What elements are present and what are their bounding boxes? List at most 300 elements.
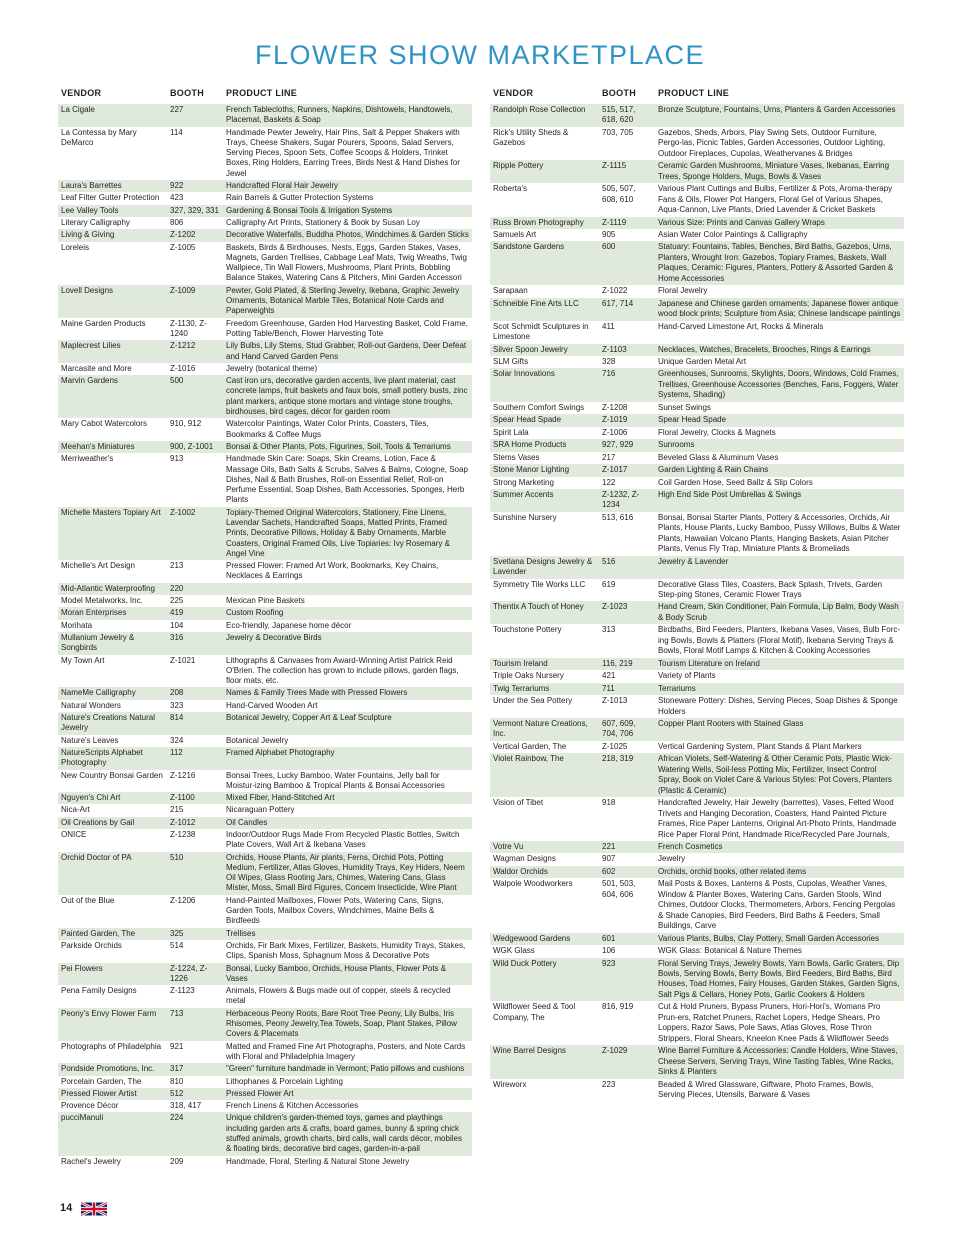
vendor-rows-right: [490, 104, 904, 1102]
vendor-row: [58, 127, 472, 180]
vendor-name: Literary Calligraphy: [58, 217, 167, 229]
product-line: Pressed Flower: Framed Art Work, Bookmarks, Key Chains, Necklaces & Earrings: [223, 560, 472, 583]
vendor-name: My Town Art: [58, 655, 167, 688]
vendor-name: Leaf Filter Gutter Protection: [58, 192, 167, 204]
vendor-row: [490, 718, 904, 741]
product-line: WGK Glass: Botanical & Nature Themes: [655, 945, 904, 957]
vendor-name: Mary Cabot Watercolors: [58, 418, 167, 441]
vendor-row: [58, 192, 472, 204]
vendor-name: Summer Accents: [490, 489, 599, 512]
vendor-row: [490, 439, 904, 451]
booth-number: 227: [167, 104, 223, 127]
vendor-row: [490, 556, 904, 579]
vendor-name: Vision of Tibet: [490, 797, 599, 841]
product-column-header: PRODUCT LINE: [223, 86, 472, 104]
product-line: Nicaraguan Pottery: [223, 804, 472, 816]
product-line: Wine Barrel Furniture & Accessories: Candle Holders, Wine Staves, Cheese Servers, Serving Trays, Wine Tasting Tables, Wine Racks, Sinks & Planters: [655, 1045, 904, 1078]
vendor-row: [58, 817, 472, 829]
vendor-name: Spear Head Spade: [490, 414, 599, 426]
product-line: Names & Family Trees Made with Pressed Flowers: [223, 687, 472, 699]
product-line: Handmade Skin Care: Soaps, Skin Creams, Lotion, Face & Massage Oils, Bath Salts & Scrubs, Salves & Balms, Cologne, Soap Dishes, Nail & Bath Brushes, Roll-on Essential Relief, Roll-on Perfume Essential, Soap Dishes, Bath Accessories, Sponges, Herb Plants: [223, 453, 472, 506]
vendor-name: Southern Comfort Swings: [490, 402, 599, 414]
vendor-name: Pei Flowers: [58, 963, 167, 986]
product-line: Eco-friendly, Japanese home décor: [223, 620, 472, 632]
product-line: Trellises: [223, 928, 472, 940]
vendor-name: Sandstone Gardens: [490, 241, 599, 285]
vendor-name: Walpole Woodworkers: [490, 878, 599, 932]
product-line: Asian Water Color Paintings & Calligraphy: [655, 229, 904, 241]
booth-number: 215: [167, 804, 223, 816]
vendor-name: Living & Giving: [58, 229, 167, 241]
product-line: French Linens & Kitchen Accessories: [223, 1100, 472, 1112]
product-line: Decorative Glass Tiles, Coasters, Back Splash, Trivets, Garden Step-ping Stones, Ceramic Flower Trays: [655, 579, 904, 602]
product-line: Decorative Waterfalls, Buddha Photos, Windchimes & Garden Sticks: [223, 229, 472, 241]
vendor-name: SLM Gifts: [490, 356, 599, 368]
vendor-name: New Country Bonsai Garden: [58, 770, 167, 793]
booth-number: Z-1002: [167, 507, 223, 560]
product-line: Spear Head Spade: [655, 414, 904, 426]
vendor-row: [58, 1063, 472, 1075]
vendor-row: [490, 414, 904, 426]
vendor-row: [490, 601, 904, 624]
booth-number: 713: [167, 1008, 223, 1041]
vendor-row: [58, 560, 472, 583]
product-line: Handcrafted Floral Hair Jewelry: [223, 180, 472, 192]
product-line: Orchids, House Plants, Air plants, Ferns, Orchid Pots, Potting Medium, Fertilizer, Atlas Gloves, Humidity Trays, Key Hiders, Neem Oil Wipes, Glass Rooting Jars, Chimes, Watering Cans, Glass Mister, Moss, Small Bird Figures, Concern Insecticide, Wire Plant: [223, 852, 472, 895]
product-line: Animals, Flowers & Bugs made out of copper, steels & recycled metal: [223, 985, 472, 1008]
booth-number: 225: [167, 595, 223, 607]
product-line: Cut & Hold Pruners, Bypass Pruners, Hori-Hori's, Womans Pro Prun-ers, Ratchet Pruners, Rachet Lopers, Hedge Shears, Pro Loppers, Razor Saws, Pole Saws, Atlas Gloves, Rose Thron Strippers, Floral Shears, Kneelon Knee Pads & Wildflower Seeds: [655, 1001, 904, 1045]
product-line: Hand-Painted Mailboxes, Flower Pots, Watering Cans, Signs, Garden Tools, Mailbox Covers, Windchimes, Maine Bells & Birdfeeds: [223, 895, 472, 928]
product-line: Stoneware Pottery: Dishes, Serving Pieces, Soap Dishes & Sponge Holders: [655, 695, 904, 718]
product-line: Bronze Sculpture, Fountains, Urns, Planters & Garden Accessories: [655, 104, 904, 127]
vendor-row: [490, 477, 904, 489]
product-line: Unique children's garden-themed toys, games and playthings including garden arts & crafts, board games, bunny & spring chick stuffed animals, growth charts, bird calls, wall cards décor, mobiles & floating birds, decorative bird cages, garden-in-a-pail: [223, 1112, 472, 1155]
vendor-name: NameMe Calligraphy: [58, 687, 167, 699]
product-line: Mexican Pine Baskets: [223, 595, 472, 607]
vendor-row: [490, 344, 904, 356]
product-line: Lithophanes & Porcelain Lighting: [223, 1076, 472, 1088]
vendor-row: [490, 321, 904, 344]
vendor-table-left: [58, 86, 472, 1168]
booth-number: Z-1224, Z-1226: [167, 963, 223, 986]
product-line: "Green" furniture handmade in Vermont; Patio pillows and cushions: [223, 1063, 472, 1075]
vendor-row: [490, 1045, 904, 1078]
vendor-row: [490, 624, 904, 657]
vendor-row: [490, 298, 904, 321]
booth-number: 208: [167, 687, 223, 699]
booth-number: Z-1005: [167, 242, 223, 285]
vendor-row: [490, 683, 904, 695]
booth-number: 218, 319: [599, 753, 655, 797]
vendor-name: Waldor Orchids: [490, 866, 599, 878]
booth-number: 325: [167, 928, 223, 940]
vendor-name: Model Metalworks, Inc.: [58, 595, 167, 607]
vendor-name: Painted Garden, The: [58, 928, 167, 940]
vendor-row: [490, 356, 904, 368]
vendor-name: Twig Terrariums: [490, 683, 599, 695]
product-line: Handcrafted Jewelry, Hair Jewelry (barrettes), Vases, Felted Wood Trivets and Hanging Decoration, Coasters, Hand Painted Picture Frames, Rice Paper Lanterns, Original Art-Photo Prints, Handmade Rice Paper Floral Print, Handmade Rice/Recycled Pare Journals,: [655, 797, 904, 841]
product-line: Various Plant Cuttings and Bulbs, Fertilizer & Pots, Aroma-therapy Fans & Oils, Flower Pot Hangers, Floral Gel of Various Shapes, Aqua-Cannon, Live Plants, Dried Lavender & Cricket Baskets: [655, 183, 904, 216]
vendor-name: Randolph Rose Collection: [490, 104, 599, 127]
vendor-row: [490, 878, 904, 932]
booth-number: Z-1006: [599, 427, 655, 439]
booth-number: 617, 714: [599, 298, 655, 321]
booth-number: Z-1013: [599, 695, 655, 718]
product-line: Cast iron urs, decorative garden accents, live plant material, cast concrete lamps, fruit baskets and faux bois, small pottery busts, zinc plant markers, antique stone mortars and vintage stone troughs, birdhouses, bird cages, décor for garden room: [223, 375, 472, 418]
product-line: Rain Barrels & Gutter Protection Systems: [223, 192, 472, 204]
booth-number: 327, 329, 331: [167, 205, 223, 217]
vendor-name: Morihata: [58, 620, 167, 632]
vendor-name: Silver Spoon Jewelry: [490, 344, 599, 356]
product-line: Variety of Plants: [655, 670, 904, 682]
booth-number: Z-1019: [599, 414, 655, 426]
booth-number: 601: [599, 933, 655, 945]
vendor-row: [490, 741, 904, 753]
vendor-name: Mid-Atlantic Waterproofing: [58, 583, 167, 595]
product-line: Lithographs & Canvases from Award-Winning Artist Patrick Reid O'Brien. The collection has grown to include pillows, garden flags, floor mats, etc.: [223, 655, 472, 688]
booth-number: 816, 919: [599, 1001, 655, 1045]
booth-number: 619: [599, 579, 655, 602]
booth-number: 921: [167, 1041, 223, 1064]
vendor-name: Nica-Art: [58, 804, 167, 816]
booth-number: Z-1021: [167, 655, 223, 688]
vendor-row: [490, 753, 904, 797]
product-line: Bonsai Trees, Lucky Bamboo, Water Fountains, Jelly ball for Moistur-izing Bamboo & Tropical Plants & Bonsai Accessories: [223, 770, 472, 793]
vendor-name: Triple Oaks Nursery: [490, 670, 599, 682]
booth-number: 104: [167, 620, 223, 632]
booth-number: 910, 912: [167, 418, 223, 441]
product-line: Hand Cream, Skin Conditioner, Pain Formula, Lip Balm, Body Wash & Body Scrub: [655, 601, 904, 624]
booth-number: 423: [167, 192, 223, 204]
product-line: Gardening & Bonsai Tools & Irrigation Systems: [223, 205, 472, 217]
vendor-row: [490, 402, 904, 414]
booth-number: Z-1208: [599, 402, 655, 414]
booth-number: 516: [599, 556, 655, 579]
booth-column-header: BOOTH: [599, 86, 655, 104]
vendor-name: Laura's Barrettes: [58, 180, 167, 192]
vendor-name: Symmetry Tile Works LLC: [490, 579, 599, 602]
vendor-row: [58, 770, 472, 793]
vendor-name: Maplecrest Lilies: [58, 340, 167, 363]
product-line: Oil Candles: [223, 817, 472, 829]
booth-number: 106: [599, 945, 655, 957]
booth-number: 213: [167, 560, 223, 583]
booth-column-header: BOOTH: [167, 86, 223, 104]
product-line: Various Plants, Bulbs, Clay Pottery, Small Garden Accessories: [655, 933, 904, 945]
vendor-row: [58, 940, 472, 963]
booth-number: 515, 517, 618, 620: [599, 104, 655, 127]
vendor-name: Schneible Fine Arts LLC: [490, 298, 599, 321]
product-line: Ceramic Garden Mushrooms, Miniature Vases, Ikebanas, Earring Trees, Sponge Holders, Mugs, Bowls & Vases: [655, 160, 904, 183]
vendor-row: [490, 866, 904, 878]
vendor-name: Orchid Doctor of PA: [58, 852, 167, 895]
vendor-row: [58, 607, 472, 619]
product-line: Pressed Flower Art: [223, 1088, 472, 1100]
vendor-name: NatureScripts Alphabet Photography: [58, 747, 167, 770]
product-line: Japanese and Chinese garden ornaments; Japanese flower antique wood block prints; Sculpture from Asia; Chinese landscape paintings: [655, 298, 904, 321]
vendor-row: [58, 1008, 472, 1041]
vendor-name: Sunshine Nursery: [490, 512, 599, 556]
vendor-row: [490, 1079, 904, 1102]
booth-number: 316: [167, 632, 223, 655]
vendor-row: [58, 792, 472, 804]
vendor-row: [490, 670, 904, 682]
vendor-name: Natural Wonders: [58, 700, 167, 712]
booth-number: Z-1123: [167, 985, 223, 1008]
vendor-name: Nature's Creations Natural Jewelry: [58, 712, 167, 735]
vendor-row: [490, 285, 904, 297]
product-line: Copper Plant Rooters with Stained Glass: [655, 718, 904, 741]
product-line: Bonsai & Other Plants, Pots, Figurines, Soil, Tools & Terrariums: [223, 441, 472, 453]
product-line: Topiary-Themed Original Watercolors, Stationery, Fine Linens, Lavendar Sachets, Handcrafted Soaps, Matted Prints, Framed Prints, Decorative Pillows, Holiday & Baby Ornaments, Marble Coasters, Original Framed Oils, Live Topiaries: Ivy Rosemary & Angel Vine: [223, 507, 472, 560]
product-line: Lily Bulbs, Lily Stems, Stud Grabber, Roll-out Gardens, Deer Defeat and Hand Carved Garden Pens: [223, 340, 472, 363]
vendor-row: [58, 205, 472, 217]
vendor-row: [58, 242, 472, 285]
vendor-row: [58, 453, 472, 506]
booth-number: Z-1009: [167, 285, 223, 318]
booth-number: 810: [167, 1076, 223, 1088]
vendor-row: [490, 933, 904, 945]
vendor-name: Wireworx: [490, 1079, 599, 1102]
page-number: 14: [60, 1202, 73, 1214]
booth-number: Z-1232, Z-1234: [599, 489, 655, 512]
product-line: African Violets, Self-Watering & Other Ceramic Pots, Plastic Wick-Watering Wells, Soil-less Potting Mix, Fertilizer, Insect Control Spray, Book on Violet Care & Various Styles: Pot Covers, Planters (Plastic & Ceramic): [655, 753, 904, 797]
booth-number: 209: [167, 1156, 223, 1168]
product-line: Jewelry (botanical theme): [223, 363, 472, 375]
vendor-rows-left: [58, 104, 472, 1168]
product-line: Terrariums: [655, 683, 904, 695]
booth-number: Z-1216: [167, 770, 223, 793]
vendor-name: Stone Manor Lighting: [490, 464, 599, 476]
vendor-row: [58, 655, 472, 688]
vendor-name: Loreleis: [58, 242, 167, 285]
booth-number: 324: [167, 735, 223, 747]
vendor-row: [490, 658, 904, 670]
product-line: Herbaceous Peony Roots, Bare Root Tree Peony, Lily Bulbs, Iris Rhisomes, Peony Jewelry,Tea Towels, Soap, Plant Stakes, Pillow Covers & Placemats: [223, 1008, 472, 1041]
vendor-row: [490, 797, 904, 841]
vendor-row: [490, 127, 904, 160]
product-line: Handmade Pewter Jewelry, Hair Pins, Salt & Pepper Shakers with Trays, Cheese Shakers, Sugar Pourers, Spoons, Salad Servers, Serving Pieces, Spoon Sets, Coffee Scoops & Holders, Trinket Boxes, Ring Holders, Earring Trees, Birds Nest & Hand Dishes for Jewel: [223, 127, 472, 180]
booth-number: Z-1206: [167, 895, 223, 928]
vendor-name: Mullanium Jewelry & Songbirds: [58, 632, 167, 655]
vendor-name: Vertical Garden, The: [490, 741, 599, 753]
vendor-name: Svetlana Designs Jewelry & Lavender: [490, 556, 599, 579]
booth-number: 711: [599, 683, 655, 695]
vendor-name: Solar Innovations: [490, 368, 599, 401]
booth-number: 220: [167, 583, 223, 595]
vendor-row: [58, 632, 472, 655]
product-line: Jewelry & Decorative Birds: [223, 632, 472, 655]
product-column-header: PRODUCT LINE: [655, 86, 904, 104]
vendor-row: [490, 452, 904, 464]
product-line: [223, 583, 472, 595]
uk-flag-icon: [81, 1202, 107, 1216]
vendor-row: [58, 1041, 472, 1064]
vendor-name: Ripple Pottery: [490, 160, 599, 183]
booth-number: Z-1119: [599, 217, 655, 229]
product-line: Indoor/Outdoor Rugs Made From Recycled Plastic Bottles, Switch Plate Covers, Wall Art & Ikebana Vases: [223, 829, 472, 852]
vendor-row: [58, 895, 472, 928]
booth-number: Z-1115: [599, 160, 655, 183]
vendor-name: Scot Schmidt Sculptures in Limestone: [490, 321, 599, 344]
booth-number: Z-1012: [167, 817, 223, 829]
product-line: Statuary: Fountains, Tables, Benches, Bird Baths, Gazebos, Urns, Planters, Wrought Iron: Gazebos, Topiary Frames, Baskets, Wall Plaques, Ceramic: Figures, Planters, Pottery & Assorted Garden & Home Accessories: [655, 241, 904, 285]
booth-number: 716: [599, 368, 655, 401]
vendor-name: Samuels Art: [490, 229, 599, 241]
vendor-row: [58, 928, 472, 940]
vendor-row: [58, 829, 472, 852]
product-line: Floral Jewelry: [655, 285, 904, 297]
booth-number: 116, 219: [599, 658, 655, 670]
product-line: Beaded & Wired Glassware, Giftware, Photo Frames, Bowls, Serving Pieces, Utensils, Barware & Vases: [655, 1079, 904, 1102]
vendor-row: [58, 712, 472, 735]
booth-number: 905: [599, 229, 655, 241]
product-line: Calligraphy Art Prints, Stationery & Book by Susan Loy: [223, 217, 472, 229]
vendor-name: Porcelain Garden, The: [58, 1076, 167, 1088]
product-line: Sunrooms: [655, 439, 904, 451]
vendor-name: Out of the Blue: [58, 895, 167, 928]
vendor-row: [490, 217, 904, 229]
vendor-row: [58, 985, 472, 1008]
vendor-table-right: [490, 86, 904, 1101]
booth-number: Z-1022: [599, 285, 655, 297]
product-line: Mixed Fiber, Hand-Stitched Art: [223, 792, 472, 804]
vendor-row: [490, 160, 904, 183]
product-line: Various Size: Prints and Canvas Gallery Wraps: [655, 217, 904, 229]
booth-number: 602: [599, 866, 655, 878]
vendor-name: Photographs of Philadelphia: [58, 1041, 167, 1064]
booth-number: 513, 616: [599, 512, 655, 556]
vendor-row: [58, 104, 472, 127]
product-line: High End Side Post Umbrellas & Swings: [655, 489, 904, 512]
booth-number: 313: [599, 624, 655, 657]
product-line: Garden Lighting & Rain Chains: [655, 464, 904, 476]
vendor-row: [58, 285, 472, 318]
booth-number: 918: [599, 797, 655, 841]
product-line: Tourism Literature on Ireland: [655, 658, 904, 670]
vendor-name: Merriweather's: [58, 453, 167, 506]
vendor-row: [58, 441, 472, 453]
booth-number: 112: [167, 747, 223, 770]
vendor-row: [490, 1001, 904, 1045]
vendor-row: [490, 241, 904, 285]
product-line: Matted and Framed Fine Art Photographs, Posters, and Note Cards with Floral and Philadelphia Imagery: [223, 1041, 472, 1064]
product-line: Gazebos, Sheds, Arbors, Play Swing Sets, Outdoor Furniture, Pergo-las, Picnic Tables, Garden Accessories, Outdoor Lighting, Outdoor Fireplaces, Cupolas, Weathervanes & Bridges: [655, 127, 904, 160]
booth-number: 814: [167, 712, 223, 735]
vendor-row: [58, 963, 472, 986]
vendor-name: Rick's Utility Sheds & Gazebos: [490, 127, 599, 160]
vendor-name: Provence Décor: [58, 1100, 167, 1112]
booth-number: 122: [599, 477, 655, 489]
vendor-row: [58, 375, 472, 418]
vendor-row: [58, 595, 472, 607]
product-line: Baskets, Birds & Birdhouses, Nests, Eggs, Garden Stakes, Vases, Magnets, Garden Trellises, Cabbage Leaf Mats, Twig Wreaths, Twig Wallpiece, Tin Wall Flowers, Mushrooms, Plant Prints, Bobbling Balance Stakes, Watering Cans & Pitchers, Mini Garden Accessori: [223, 242, 472, 285]
product-line: Orchids, orchid books, other related items: [655, 866, 904, 878]
booth-number: 600: [599, 241, 655, 285]
vendor-name: Maine Garden Products: [58, 318, 167, 341]
vendor-name: Under the Sea Pottery: [490, 695, 599, 718]
vendor-row: [58, 747, 472, 770]
vendor-row: [58, 852, 472, 895]
booth-number: 500: [167, 375, 223, 418]
product-line: Sunset Swings: [655, 402, 904, 414]
vendor-row: [58, 735, 472, 747]
booth-number: Z-1025: [599, 741, 655, 753]
vendor-name: Vermont Nature Creations, Inc.: [490, 718, 599, 741]
vendor-name: Parkside Orchids: [58, 940, 167, 963]
vendor-name: Wildflower Seed & Tool Company, The: [490, 1001, 599, 1045]
vendor-name: Touchstone Pottery: [490, 624, 599, 657]
vendor-row: [58, 1156, 472, 1168]
vendor-row: [490, 104, 904, 127]
booth-number: 923: [599, 958, 655, 1002]
vendor-name: Michelle Masters Topiary Art: [58, 507, 167, 560]
vendor-name: Marcasite and More: [58, 363, 167, 375]
product-line: Beveled Glass & Aluminum Vases: [655, 452, 904, 464]
product-line: Floral Serving Trays, Jewelry Bowls, Yarn Bowls, Garlic Graters, Dip Bowls, Serving Bowls, Berry Bowls, Bird Feeders, Bird Baths, Bird Houses, Toad Homes, Fairy Houses, Garden Stakes, Garden Signs, Salt Pigs & Cellars, Honey Pots, Garlic Cookers & Holders: [655, 958, 904, 1002]
vendor-row: [58, 229, 472, 241]
vendor-name: Thentix A Touch of Honey: [490, 601, 599, 624]
vendor-name: Moran Enterprises: [58, 607, 167, 619]
vendor-name: La Cigale: [58, 104, 167, 127]
booth-number: Z-1212: [167, 340, 223, 363]
booth-number: 927, 929: [599, 439, 655, 451]
vendor-row: [490, 853, 904, 865]
vendor-row: [490, 945, 904, 957]
booth-number: 217: [599, 452, 655, 464]
vendor-name: SRA Home Products: [490, 439, 599, 451]
vendor-row: [58, 363, 472, 375]
vendor-name: Russ Brown Photography: [490, 217, 599, 229]
vendor-row: [490, 183, 904, 216]
booth-number: 318, 417: [167, 1100, 223, 1112]
booth-number: 317: [167, 1063, 223, 1075]
vendor-name: Sarapaan: [490, 285, 599, 297]
booth-number: 421: [599, 670, 655, 682]
vendor-name: Wagman Designs: [490, 853, 599, 865]
product-line: French Cosmetics: [655, 841, 904, 853]
vendor-name: Oil Creations by Gail: [58, 817, 167, 829]
vendor-column-header: VENDOR: [58, 86, 167, 104]
booth-number: 505, 507, 608, 610: [599, 183, 655, 216]
product-line: Custom Roofing: [223, 607, 472, 619]
product-line: Watercolor Paintings, Water Color Prints, Coasters, Tiles, Bookmarks & Coffee Mugs: [223, 418, 472, 441]
vendor-row: [490, 695, 904, 718]
vendor-name: Michelle's Art Design: [58, 560, 167, 583]
vendor-name: Strong Marketing: [490, 477, 599, 489]
booth-number: 703, 705: [599, 127, 655, 160]
vendor-row: [58, 1112, 472, 1155]
vendor-name: Rachel's Jewelry: [58, 1156, 167, 1168]
vendor-name: WGK Glass: [490, 945, 599, 957]
vendor-name: La Contessa by Mary DeMarco: [58, 127, 167, 180]
vendor-row: [58, 700, 472, 712]
vendor-row: [490, 958, 904, 1002]
vendor-row: [58, 507, 472, 560]
vendor-name: Tourism Ireland: [490, 658, 599, 670]
vendor-name: Peony's Envy Flower Farm: [58, 1008, 167, 1041]
vendor-name: Wedgewood Gardens: [490, 933, 599, 945]
product-line: Pewter, Gold Plated, & Sterling Jewelry, Ikebana, Graphic Jewelry Ornaments, Botanical Marble Tiles, Botanical Note Cards and Paperweights: [223, 285, 472, 318]
vendor-name: Votre Vu: [490, 841, 599, 853]
booth-number: 607, 609, 704, 706: [599, 718, 655, 741]
vendor-name: Lee Valley Tools: [58, 205, 167, 217]
booth-number: 514: [167, 940, 223, 963]
booth-number: Z-1100: [167, 792, 223, 804]
vendor-row: [490, 368, 904, 401]
booth-number: Z-1238: [167, 829, 223, 852]
